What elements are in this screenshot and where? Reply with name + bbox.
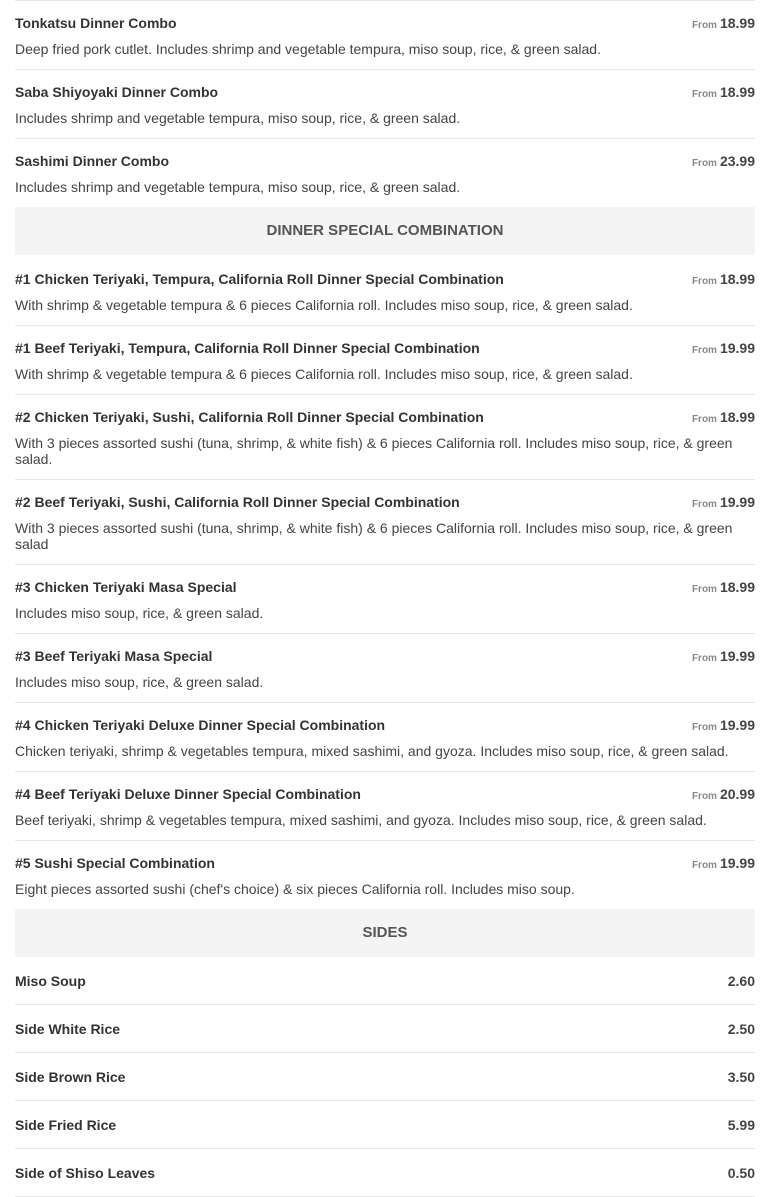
price-from-label: From bbox=[691, 276, 717, 287]
menu-item-price bbox=[692, 717, 755, 736]
menu-item-name: #2 Chicken Teriyaki, Sushi, California Roll Dinner Special Combination bbox=[15, 409, 484, 425]
price-value: 18.99 bbox=[719, 84, 755, 100]
menu-item[interactable] bbox=[15, 1005, 755, 1053]
menu-item[interactable] bbox=[15, 634, 755, 703]
price-value: 23.99 bbox=[719, 153, 755, 169]
menu-item[interactable] bbox=[15, 255, 755, 326]
menu-item-name: #2 Beef Teriyaki, Sushi, California Roll Dinner Special Combination bbox=[15, 494, 460, 510]
menu-list bbox=[15, 0, 755, 1197]
price-from-label: From bbox=[691, 20, 717, 31]
price-from-label: From bbox=[691, 158, 717, 169]
price-from-label: From bbox=[691, 722, 717, 733]
price-value: 19.99 bbox=[719, 494, 755, 510]
menu-item-description: With shrimp & vegetable tempura & 6 pieces California roll. Includes miso soup, rice, & green salad. bbox=[15, 366, 633, 382]
menu-item-price bbox=[692, 579, 755, 598]
menu-item-description: Includes miso soup, rice, & green salad. bbox=[15, 605, 264, 621]
menu-item-name: #4 Beef Teriyaki Deluxe Dinner Special Combination bbox=[15, 786, 361, 802]
menu-item-price: 3.50 bbox=[727, 1069, 755, 1085]
price-value: 19.99 bbox=[719, 340, 755, 356]
menu-item-price: 2.60 bbox=[727, 973, 755, 989]
price-from-label: From bbox=[691, 345, 717, 356]
menu-item[interactable] bbox=[15, 841, 755, 909]
price-value: 18.99 bbox=[719, 15, 755, 31]
price-from-label: From bbox=[691, 584, 717, 595]
menu-item-description: Includes shrimp and vegetable tempura, miso soup, rice, & green salad. bbox=[15, 110, 461, 126]
menu-item[interactable] bbox=[15, 1, 755, 70]
menu-item[interactable] bbox=[15, 703, 755, 772]
menu-item-price bbox=[692, 153, 755, 172]
menu-item-name: Side of Shiso Leaves bbox=[15, 1165, 156, 1181]
menu-item[interactable] bbox=[15, 565, 755, 634]
menu-item-description: Deep fried pork cutlet. Includes shrimp and vegetable tempura, miso soup, rice, & green salad. bbox=[15, 41, 601, 57]
menu-item-description: Includes shrimp and vegetable tempura, miso soup, rice, & green salad. bbox=[15, 179, 461, 195]
menu-item[interactable] bbox=[15, 139, 755, 207]
menu-item-name: Side Fried Rice bbox=[15, 1117, 117, 1133]
menu-item[interactable] bbox=[15, 326, 755, 395]
menu-item-price bbox=[692, 340, 755, 359]
menu-item-description: Beef teriyaki, shrimp & vegetables tempura, mixed sashimi, and gyoza. Includes miso soup, rice, & green salad. bbox=[15, 812, 707, 828]
price-value: 20.99 bbox=[719, 786, 755, 802]
menu-item-description: Includes miso soup, rice, & green salad. bbox=[15, 674, 264, 690]
menu-item-price bbox=[692, 409, 755, 428]
price-value: 19.99 bbox=[719, 648, 755, 664]
price-from-label: From bbox=[691, 791, 717, 802]
menu-item-price bbox=[692, 271, 755, 290]
menu-item[interactable] bbox=[15, 1053, 755, 1101]
section-header-dinner-special: DINNER SPECIAL COMBINATION bbox=[15, 207, 755, 255]
menu-item-name: #4 Chicken Teriyaki Deluxe Dinner Special Combination bbox=[15, 717, 386, 733]
price-from-label: From bbox=[691, 89, 717, 100]
menu-item-price bbox=[692, 15, 755, 34]
price-value: 18.99 bbox=[719, 579, 755, 595]
price-value: 18.99 bbox=[719, 409, 755, 425]
dinner-special-items bbox=[15, 255, 755, 909]
side-items bbox=[15, 957, 755, 1197]
menu-item-name: Side White Rice bbox=[15, 1021, 121, 1037]
menu-item-name: Sashimi Dinner Combo bbox=[15, 153, 170, 169]
menu-item-description: With 3 pieces assorted sushi (tuna, shrimp, & white fish) & 6 pieces California roll. Includes miso soup, rice, & green salad. bbox=[15, 435, 733, 467]
price-from-label: From bbox=[691, 653, 717, 664]
menu-item-name: Tonkatsu Dinner Combo bbox=[15, 15, 177, 31]
menu-item-name: Miso Soup bbox=[15, 973, 86, 989]
menu-item-name: #3 Chicken Teriyaki Masa Special bbox=[15, 579, 237, 595]
menu-item[interactable] bbox=[15, 395, 755, 480]
menu-item-description: Eight pieces assorted sushi (chef's choice) & six pieces California roll. Includes miso soup. bbox=[15, 881, 575, 897]
menu-item-price: 0.50 bbox=[727, 1165, 755, 1181]
section-header-sides: SIDES bbox=[15, 909, 755, 957]
menu-item-price bbox=[692, 855, 755, 874]
price-value: 19.99 bbox=[719, 717, 755, 733]
combo-items bbox=[15, 1, 755, 207]
menu-item-name: #3 Beef Teriyaki Masa Special bbox=[15, 648, 213, 664]
menu-item-description: Chicken teriyaki, shrimp & vegetables tempura, mixed sashimi, and gyoza. Includes miso soup, rice, & green salad. bbox=[15, 743, 729, 759]
price-value: 19.99 bbox=[719, 855, 755, 871]
menu-item-name: #1 Beef Teriyaki, Tempura, California Roll Dinner Special Combination bbox=[15, 340, 480, 356]
menu-item-price: 2.50 bbox=[727, 1021, 755, 1037]
menu-item-name: Side Brown Rice bbox=[15, 1069, 126, 1085]
menu-item[interactable] bbox=[15, 772, 755, 841]
menu-item-price bbox=[692, 84, 755, 103]
menu-item[interactable] bbox=[15, 1101, 755, 1149]
menu-item[interactable] bbox=[15, 70, 755, 139]
price-from-label: From bbox=[691, 499, 717, 510]
menu-item[interactable] bbox=[15, 1149, 755, 1197]
menu-item-name: Saba Shiyoyaki Dinner Combo bbox=[15, 84, 219, 100]
price-from-label: From bbox=[691, 414, 717, 425]
menu-item-price: 5.99 bbox=[727, 1117, 755, 1133]
menu-item-price bbox=[692, 786, 755, 805]
menu-item-name: #1 Chicken Teriyaki, Tempura, California Roll Dinner Special Combination bbox=[15, 271, 504, 287]
menu-item-name: #5 Sushi Special Combination bbox=[15, 855, 215, 871]
price-value: 18.99 bbox=[719, 271, 755, 287]
price-from-label: From bbox=[691, 860, 717, 871]
menu-item-description: With shrimp & vegetable tempura & 6 pieces California roll. Includes miso soup, rice, & green salad. bbox=[15, 297, 633, 313]
menu-item-price bbox=[692, 648, 755, 667]
menu-item[interactable] bbox=[15, 957, 755, 1005]
menu-item-price bbox=[692, 494, 755, 513]
menu-item[interactable] bbox=[15, 480, 755, 565]
menu-item-description: With 3 pieces assorted sushi (tuna, shrimp, & white fish) & 6 pieces California roll. Includes miso soup, rice, & green salad bbox=[15, 520, 733, 552]
